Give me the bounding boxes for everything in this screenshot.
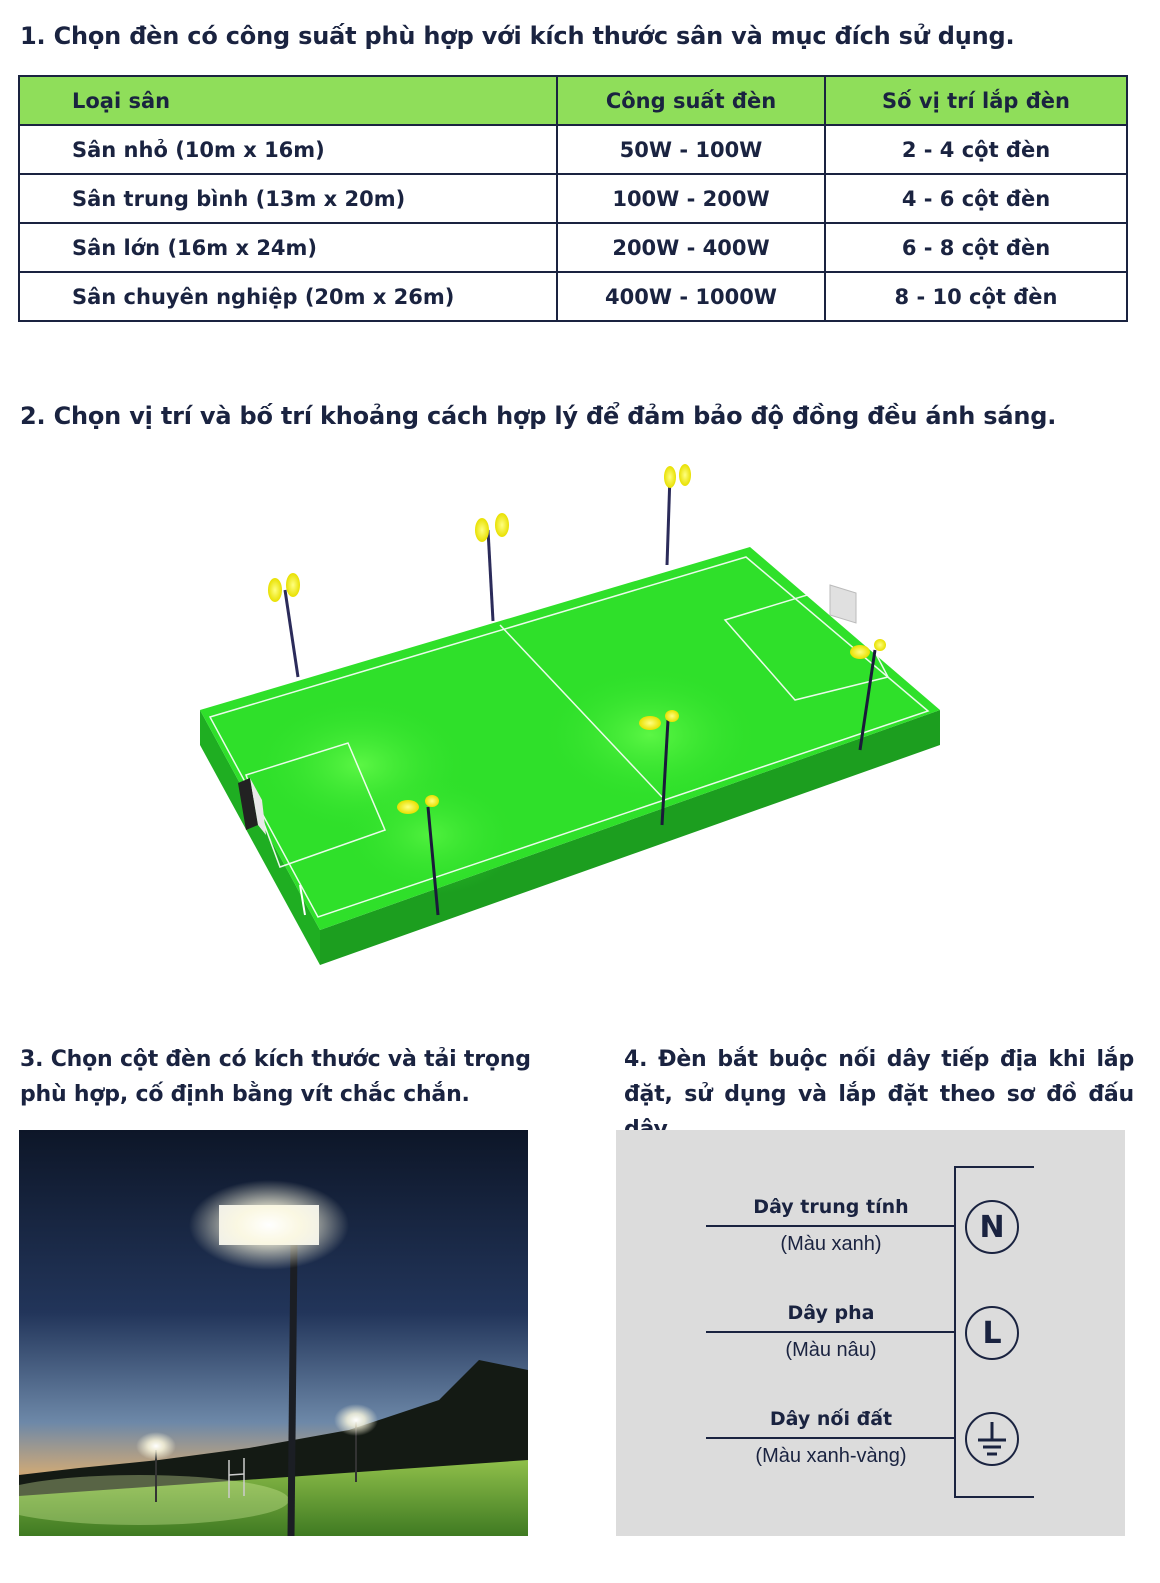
terminal-l: L (965, 1306, 1019, 1360)
wiring-diagram (616, 1130, 1125, 1536)
header-field-type: Loại sân (19, 76, 557, 125)
terminal-bus-bottom (954, 1496, 1034, 1498)
cell-field-type: Sân trung bình (13m x 20m) (19, 174, 557, 223)
terminal-bus-top (954, 1166, 1034, 1168)
cell-positions: 4 - 6 cột đèn (825, 174, 1127, 223)
cell-field-type: Sân nhỏ (10m x 16m) (19, 125, 557, 174)
football-field-illustration (180, 455, 960, 975)
section-4-heading: 4. Đèn bắt buộc nối dây tiếp địa khi lắp đặt, sử dụng và lắp đặt theo sơ đồ đấu (624, 1047, 1134, 1107)
header-power: Công suất đèn (557, 76, 825, 125)
stadium-night-photo (19, 1130, 528, 1536)
wire-neutral-line (706, 1225, 956, 1227)
cell-power: 50W - 100W (557, 125, 825, 174)
light-pole (664, 464, 691, 565)
wire-phase-label: Dây pha (787, 1302, 875, 1324)
cell-positions: 6 - 8 cột đèn (825, 223, 1127, 272)
light-pole (475, 513, 509, 621)
wire-ground-color: (Màu xanh-vàng) (755, 1445, 907, 1467)
light-pole (268, 573, 300, 677)
cell-power: 100W - 200W (557, 174, 825, 223)
cell-field-type: Sân chuyên nghiệp (20m x 26m) (19, 272, 557, 321)
table-header-row (19, 76, 1127, 125)
terminal-n: N (965, 1200, 1019, 1254)
wire-neutral-color: (Màu xanh) (780, 1233, 882, 1255)
section-1-heading: 1. Chọn đèn có công suất phù hợp với kích thước sân và mục đích sử dụng. (20, 22, 1015, 50)
cell-field-type: Sân lớn (16m x 24m) (19, 223, 557, 272)
table-row (19, 174, 1127, 223)
table-row (19, 125, 1127, 174)
cell-power: 200W - 400W (557, 223, 825, 272)
section-3-heading: 3. Chọn cột đèn có kích thước và tải trọng phù hợp, cố định bằng vít chắc chắn. (20, 1047, 531, 1107)
cell-positions: 8 - 10 cột đèn (825, 272, 1127, 321)
wire-ground-label: Dây nối đất (769, 1408, 893, 1430)
ground-icon (975, 1420, 1009, 1458)
table-row (19, 223, 1127, 272)
table-row (19, 272, 1127, 321)
cell-positions: 2 - 4 cột đèn (825, 125, 1127, 174)
wire-phase-line (706, 1331, 956, 1333)
goal-right (830, 585, 856, 623)
section-2-heading: 2. Chọn vị trí và bố trí khoảng cách hợp lý để đảm bảo độ đồng đều ánh sáng. (20, 402, 1057, 430)
lighting-spec-table (18, 75, 1128, 322)
cell-power: 400W - 1000W (557, 272, 825, 321)
terminal-ground (965, 1412, 1019, 1466)
wire-ground-line (706, 1437, 956, 1439)
wire-neutral-label: Dây trung tính (753, 1196, 909, 1218)
wire-phase-color: (Màu nâu) (785, 1339, 877, 1361)
header-positions: Số vị trí lắp đèn (825, 76, 1127, 125)
